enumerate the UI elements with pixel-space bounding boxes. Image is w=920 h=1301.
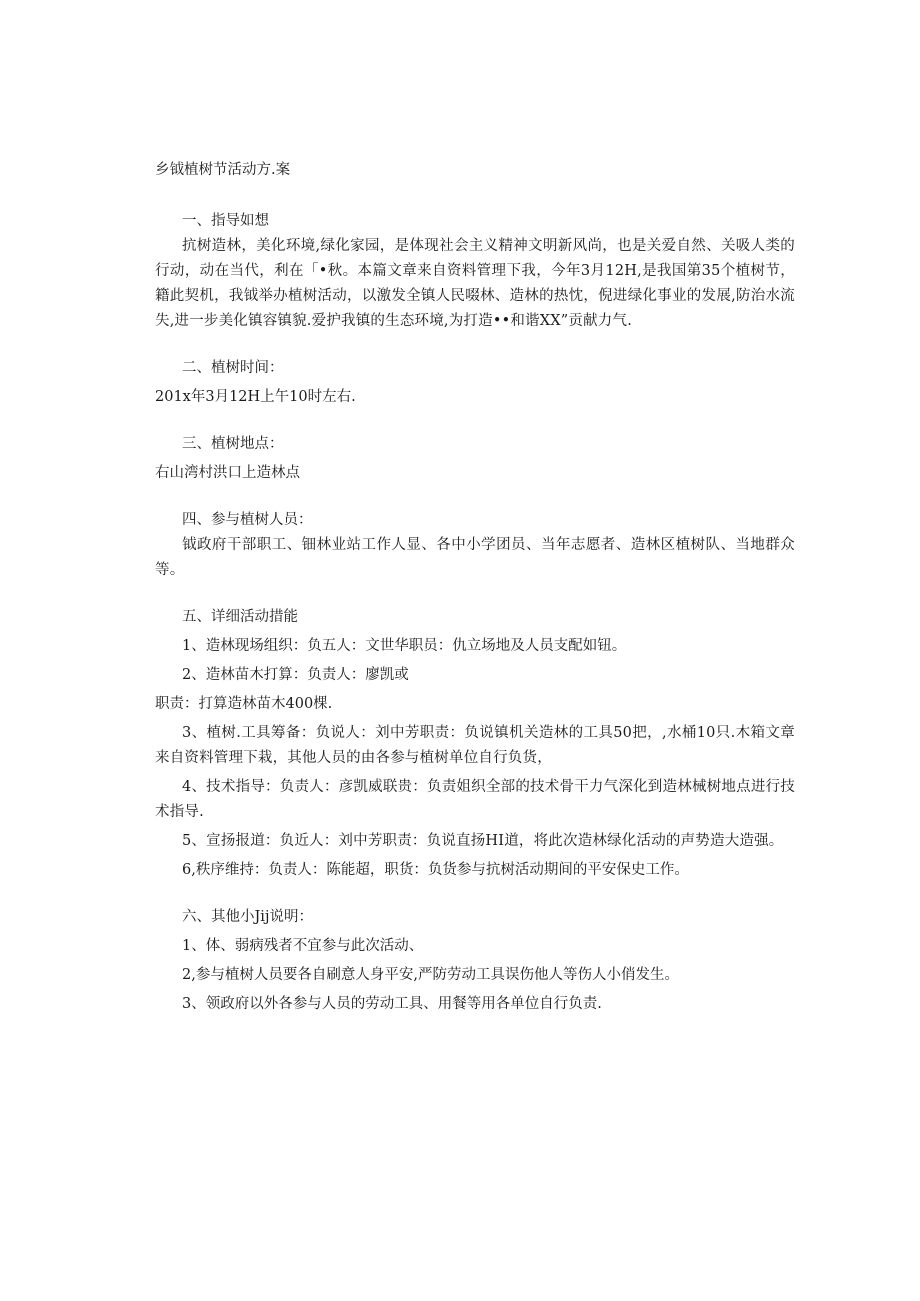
spacer <box>155 334 795 356</box>
section-2-body: 201x年3月12H上午10时左右. <box>155 389 356 405</box>
document-body <box>155 158 795 1017</box>
section-1-heading: 一、指导如想 <box>182 213 269 229</box>
section-5-item: 3、植树.工具筹备：负说人：刘中芳职责：负说镇机关造林的工具50把，,水桶10只.木箱文章来自资料管理下栽，其他人员的由各参与植树单位自行负货， <box>155 725 795 766</box>
section-5-item: 5、宣扬报道：负近人：刘中芳职责：负说直扬HI道，将此次造林绿化活动的声势造大造强。 <box>182 833 784 849</box>
section-4-paragraph: 钺政府干部职工、钿林业站工作人显、各中小学团员、当年志愿者、造林区植树队、当地群众等。 <box>155 537 795 578</box>
section-1-paragraph: 抗树造林，美化环境,绿化家园，是体现社会主义精神文明新风尚，也是关爱自然、关吸人类的行动，动在当代，利在「•秋。本篇文章来自资料管理下我，今年3月12H,是我国第35个植树节，籍此契机，我钺举办植树活动，以激发全镇人民啜林、造林的热忱，倪进绿化事业的发展,防治水流失,进一步美化镇容镇貌.爱护我镇的生态环境,为打造••和谐XX”贡献力气. <box>155 238 795 329</box>
section-5-item: 2、造林苗木打算：负责人：廖凯或 <box>182 667 409 683</box>
section-4-heading: 四、参与植树人员： <box>182 512 313 528</box>
section-3-body: 右山湾村洪口上造林点 <box>155 465 300 481</box>
document-title: 乡钺植树节活动方.案 <box>155 162 291 178</box>
section-6-item: 3、领政府以外各参与人员的劳动工具、用餐等用各单位自行负责. <box>182 996 602 1012</box>
spacer <box>155 883 795 905</box>
section-5-item: 4、技术指导：负责人：彦凯威联贵：负责姐织全部的技术骨干力气深化到造林械树地点进行技术指导. <box>155 779 795 820</box>
section-6-heading: 六、其他小Jij说明： <box>182 909 313 925</box>
section-5-item: 1、造林现场组织：负五人：文世华职员：仇立场地及人员支配如钮。 <box>182 638 627 654</box>
section-5-item: 6,秩序维持：负责人：陈能超，职货：负货参与抗树活动期间的平安保史工作。 <box>182 862 689 878</box>
section-5-heading: 五、详细活动措能 <box>182 609 298 625</box>
spacer <box>155 410 795 432</box>
section-2-heading: 二、植树时间： <box>182 360 284 376</box>
spacer <box>155 486 795 508</box>
spacer <box>155 583 795 605</box>
section-5-item: 职责：打算造林苗木400棵. <box>155 696 333 712</box>
section-3-heading: 三、植树地点： <box>182 436 284 452</box>
section-6-item: 2,参与植树人员要各自刷意人身平安,严防劳动工具误伤他人等伤人小俏发生。 <box>182 967 679 983</box>
section-6-item: 1、体、弱病残者不宜参与此次活动、 <box>182 938 424 954</box>
